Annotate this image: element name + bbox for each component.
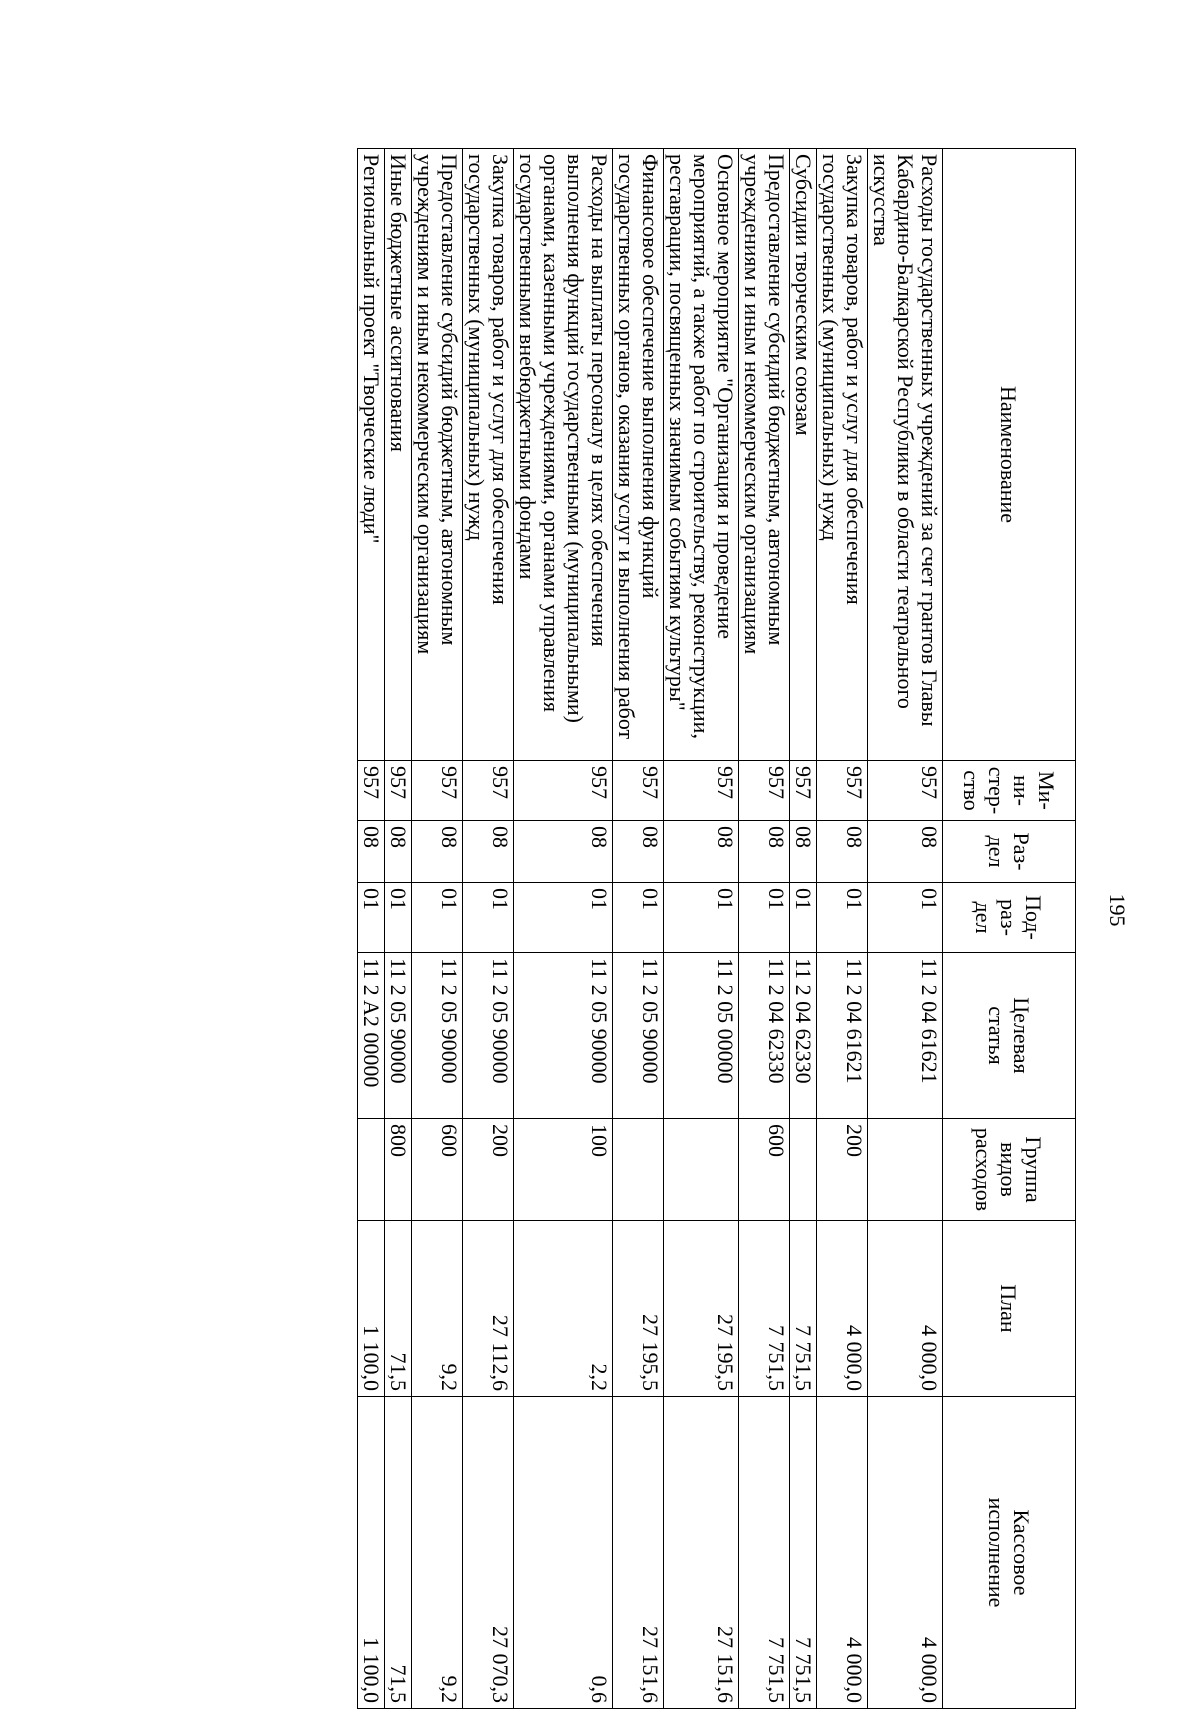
cell-name: Основное мероприятие "Организация и проведение мероприятий, а также работ по строительству, реконструкции, реставрации, посвященных значимым событиям культуры" xyxy=(664,149,739,761)
cell-group: 200 xyxy=(463,1119,514,1221)
cell-section: 08 xyxy=(412,821,463,883)
table-row xyxy=(358,149,385,1709)
cell-plan: 4 000,0 xyxy=(817,1221,868,1397)
cell-exec: 71,5 xyxy=(385,1397,412,1709)
cell-target: 11 2 04 62330 xyxy=(739,953,790,1119)
cell-subsection: 01 xyxy=(514,883,613,953)
cell-name: Закупка товаров, работ и услуг для обеспечения государственных (муниципальных) нужд xyxy=(463,149,514,761)
cell-plan: 71,5 xyxy=(385,1221,412,1397)
cell-name: Предоставление субсидий бюджетным, автономным учреждениям и иным некоммерческим организациям xyxy=(412,149,463,761)
cell-group: 100 xyxy=(514,1119,613,1221)
header-subsection: Под- раз- дел xyxy=(943,883,1076,953)
table-row xyxy=(868,149,943,1709)
cell-ministry: 957 xyxy=(514,761,613,821)
cell-group: 800 xyxy=(385,1119,412,1221)
cell-group: 600 xyxy=(412,1119,463,1221)
header-exec: Кассовое исполнение xyxy=(943,1397,1076,1709)
cell-exec: 4 000,0 xyxy=(868,1397,943,1709)
cell-exec: 27 151,6 xyxy=(613,1397,664,1709)
cell-exec: 7 751,5 xyxy=(790,1397,817,1709)
cell-section: 08 xyxy=(613,821,664,883)
cell-target: 11 2 04 61621 xyxy=(868,953,943,1119)
cell-target: 11 2 05 90000 xyxy=(385,953,412,1119)
table-row xyxy=(463,149,514,1709)
cell-section: 08 xyxy=(664,821,739,883)
cell-name: Финансовое обеспечение выполнения функций государственных органов, оказания услуг и выполнения работ xyxy=(613,149,664,761)
cell-group: 600 xyxy=(739,1119,790,1221)
cell-section: 08 xyxy=(463,821,514,883)
cell-target: 11 2 04 61621 xyxy=(817,953,868,1119)
cell-name: Расходы на выплаты персоналу в целях обеспечения выполнения функций государственными (муниципальными) органами, казенными учреждениями, органами управления государственными внебюджетными фондами xyxy=(514,149,613,761)
cell-name: Субсидии творческим союзам xyxy=(790,149,817,761)
cell-exec: 7 751,5 xyxy=(739,1397,790,1709)
cell-section: 08 xyxy=(514,821,613,883)
header-target: Целевая статья xyxy=(943,953,1076,1119)
cell-ministry: 957 xyxy=(817,761,868,821)
cell-exec: 27 151,6 xyxy=(664,1397,739,1709)
cell-subsection: 01 xyxy=(664,883,739,953)
cell-ministry: 957 xyxy=(613,761,664,821)
cell-subsection: 01 xyxy=(868,883,943,953)
cell-section: 08 xyxy=(790,821,817,883)
cell-plan: 9,2 xyxy=(412,1221,463,1397)
cell-exec: 4 000,0 xyxy=(817,1397,868,1709)
cell-target: 11 2 05 90000 xyxy=(412,953,463,1119)
cell-name: Предоставление субсидий бюджетным, автономным учреждениям и иным некоммерческим организациям xyxy=(739,149,790,761)
cell-plan: 27 112,6 xyxy=(463,1221,514,1397)
budget-table xyxy=(357,148,1076,1709)
header-row xyxy=(943,149,1076,1709)
header-name: Наименование xyxy=(943,149,1076,761)
cell-target: 11 2 04 62330 xyxy=(790,953,817,1119)
table-row xyxy=(664,149,739,1709)
table-row xyxy=(514,149,613,1709)
cell-ministry: 957 xyxy=(385,761,412,821)
cell-group xyxy=(358,1119,385,1221)
header-ministry: Ми- ни- стер- ство xyxy=(943,761,1076,821)
page-number: 195 xyxy=(1105,893,1130,927)
cell-group xyxy=(868,1119,943,1221)
cell-ministry: 957 xyxy=(664,761,739,821)
cell-subsection: 01 xyxy=(463,883,514,953)
cell-exec: 1 100,0 xyxy=(358,1397,385,1709)
cell-plan: 2,2 xyxy=(514,1221,613,1397)
cell-group: 200 xyxy=(817,1119,868,1221)
cell-subsection: 01 xyxy=(613,883,664,953)
cell-exec: 0,6 xyxy=(514,1397,613,1709)
budget-table-container xyxy=(141,148,1076,1708)
cell-section: 08 xyxy=(358,821,385,883)
cell-subsection: 01 xyxy=(385,883,412,953)
cell-name: Расходы государственных учреждений за счет грантов Главы Кабардино-Балкарской Республики в области театрального искусства xyxy=(868,149,943,761)
cell-ministry: 957 xyxy=(868,761,943,821)
cell-group xyxy=(664,1119,739,1221)
table-row xyxy=(739,149,790,1709)
cell-subsection: 01 xyxy=(790,883,817,953)
cell-plan: 1 100,0 xyxy=(358,1221,385,1397)
cell-name: Региональный проект "Творческие люди" xyxy=(358,149,385,761)
cell-target: 11 2 A2 00000 xyxy=(358,953,385,1119)
table-row xyxy=(613,149,664,1709)
cell-plan: 4 000,0 xyxy=(868,1221,943,1397)
cell-subsection: 01 xyxy=(412,883,463,953)
cell-ministry: 957 xyxy=(790,761,817,821)
cell-section: 08 xyxy=(739,821,790,883)
cell-ministry: 957 xyxy=(358,761,385,821)
cell-target: 11 2 05 90000 xyxy=(613,953,664,1119)
cell-plan: 7 751,5 xyxy=(739,1221,790,1397)
cell-subsection: 01 xyxy=(358,883,385,953)
header-plan: План xyxy=(943,1221,1076,1397)
cell-name: Закупка товаров, работ и услуг для обеспечения государственных (муниципальных) нужд xyxy=(817,149,868,761)
cell-target: 11 2 05 00000 xyxy=(664,953,739,1119)
cell-target: 11 2 05 90000 xyxy=(463,953,514,1119)
cell-plan: 27 195,5 xyxy=(613,1221,664,1397)
table-row xyxy=(790,149,817,1709)
cell-ministry: 957 xyxy=(412,761,463,821)
cell-name: Иные бюджетные ассигнования xyxy=(385,149,412,761)
header-section: Раз- дел xyxy=(943,821,1076,883)
cell-group xyxy=(790,1119,817,1221)
header-group: Группа видов расходов xyxy=(943,1119,1076,1221)
cell-section: 08 xyxy=(385,821,412,883)
cell-subsection: 01 xyxy=(739,883,790,953)
cell-exec: 27 070,3 xyxy=(463,1397,514,1709)
cell-target: 11 2 05 90000 xyxy=(514,953,613,1119)
cell-ministry: 957 xyxy=(463,761,514,821)
cell-plan: 27 195,5 xyxy=(664,1221,739,1397)
cell-group xyxy=(613,1119,664,1221)
cell-subsection: 01 xyxy=(817,883,868,953)
cell-section: 08 xyxy=(817,821,868,883)
table-row xyxy=(385,149,412,1709)
cell-exec: 9,2 xyxy=(412,1397,463,1709)
cell-plan: 7 751,5 xyxy=(790,1221,817,1397)
table-row xyxy=(412,149,463,1709)
cell-section: 08 xyxy=(868,821,943,883)
table-row xyxy=(817,149,868,1709)
cell-ministry: 957 xyxy=(739,761,790,821)
